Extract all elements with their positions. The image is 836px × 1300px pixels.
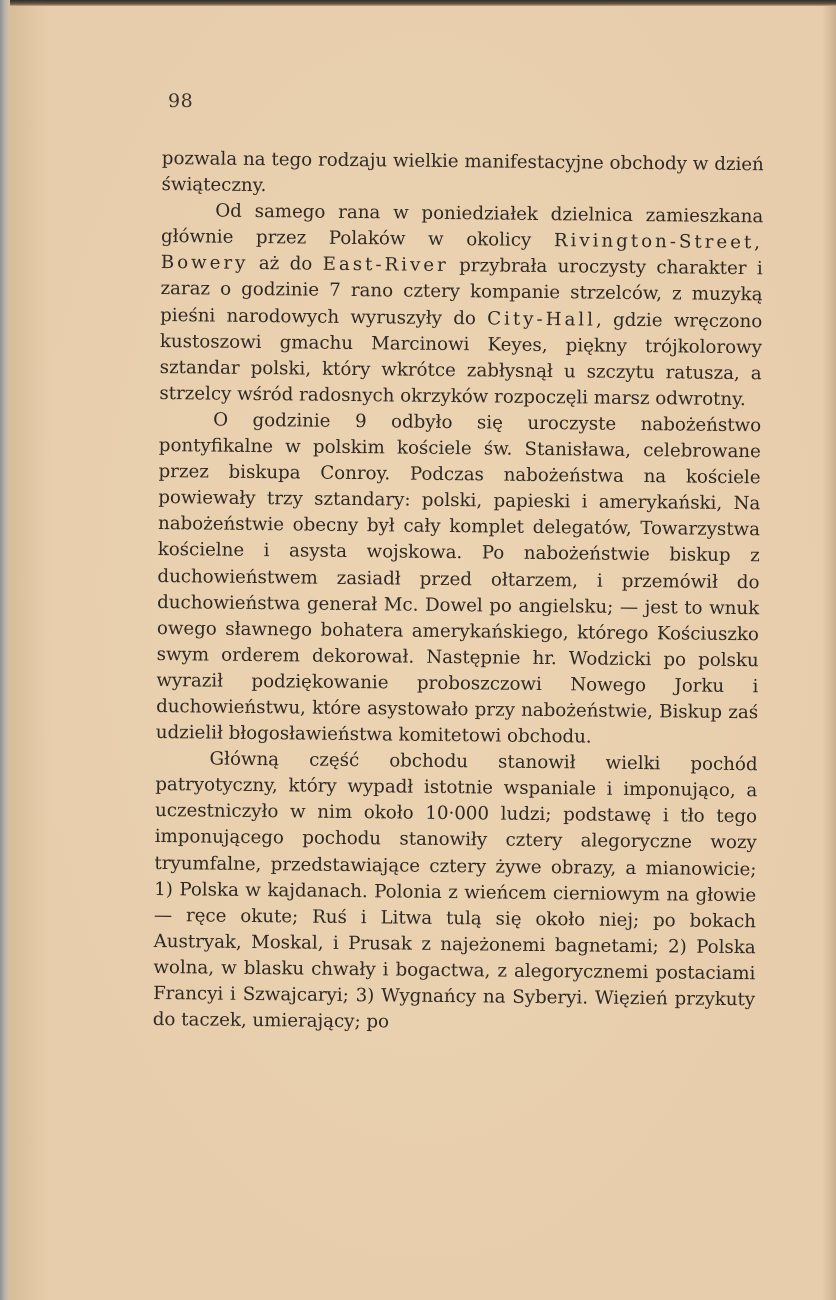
text-run: pozwala na tego rodzaju wielkie manifestacyjne obchody w dzień świąteczny. — [161, 147, 764, 197]
spaced-text-run: East-River — [322, 254, 449, 277]
paragraph — [159, 198, 763, 413]
page-right-shadow — [822, 6, 836, 1300]
text-run: Główną część obchodu stanowił wielki pochód patryotyczny, który wypadł istotnie wspaniale i imponująco, a uczestniczyło w nim około 10·000 ludzi; podstawę i tło tego imponującego pochodu stanowiły cztery alegoryczne wozy tryumfalne, przedstawiające cztery żywe obrazy, a mianowicie; 1) Polska w kajdanach. Polonia z wieńcem cierniowym na głowie — ręce okute; Ruś i Litwa tulą się około niej; po bokach Austryak, Moskal, i Prusak z najeżonemi bagnetami; 2) Polska wolna, w blasku chwały i bogactwa, z alegorycznemi postaciami Francyi i Szwajcaryi; 3) Wygnańcy na Syberyi. Więzień przykuty do taczek, umierający; po — [152, 748, 758, 1033]
text-run: Od samego rana w poniedziałek dzielnica zamieszkana głównie przez Polaków w okolicy — [160, 200, 764, 252]
text-run: aż do — [248, 253, 323, 276]
book-page — [10, 6, 836, 1300]
body-text — [153, 146, 764, 1039]
book-binding-edge — [0, 0, 10, 1300]
paragraph — [153, 746, 758, 1039]
paragraph — [156, 407, 762, 753]
text-run: przybrała uroczysty charakter i zaraz o godzinie 7 rano cztery kompanie strzelców, z muzyką pieśni narodowych wyruszyły do — [160, 255, 763, 329]
spaced-text-run: Rivington-Street, Bowery — [160, 230, 764, 275]
text-run: O godzinie 9 odbyło się uroczyste nabożeństwo pontyfikalne w polskim kościele św. Stanisława, celebrowane przez biskupa Conroy. Podczas nabożeństwa na kościele powiewały trzy sztandary: polski, papieski i amerykański, Na nabożeństwie obecny był cały komplet delegatów, Towarzystwa kościelne i asysta wojskowa. Po nabożeństwie biskup z duchowieństwem zasiadł przed ołtarzem, i przemówił do duchowieństwa generał Mc. Dowel po angielsku; — jest to wnuk owego sławnego bohatera amerykańskiego, którego Kościuszko swym orderem dekorował. Następnie hr. Wodzicki po polsku wyraził podziękowanie proboszczowi Nowego Jorku i duchowieństwu, które asystowało przy nabożeństwie, Biskup zaś udzielił błogosławieństwa komitetowi obchodu. — [155, 409, 762, 748]
page-number: 98 — [168, 90, 194, 112]
text-run: , gdzie wręczono kustoszowi gmachu Marcinowi Keyes, piękny trójkolorowy sztandar polski, który wkrótce zabłysnął u szczytu ratusza, a strzelcy wśród radosnych okrzyków rozpoczęli marsz odwrotny. — [159, 309, 763, 410]
paragraph — [161, 146, 764, 204]
spaced-text-run: City-Hall — [487, 307, 597, 331]
